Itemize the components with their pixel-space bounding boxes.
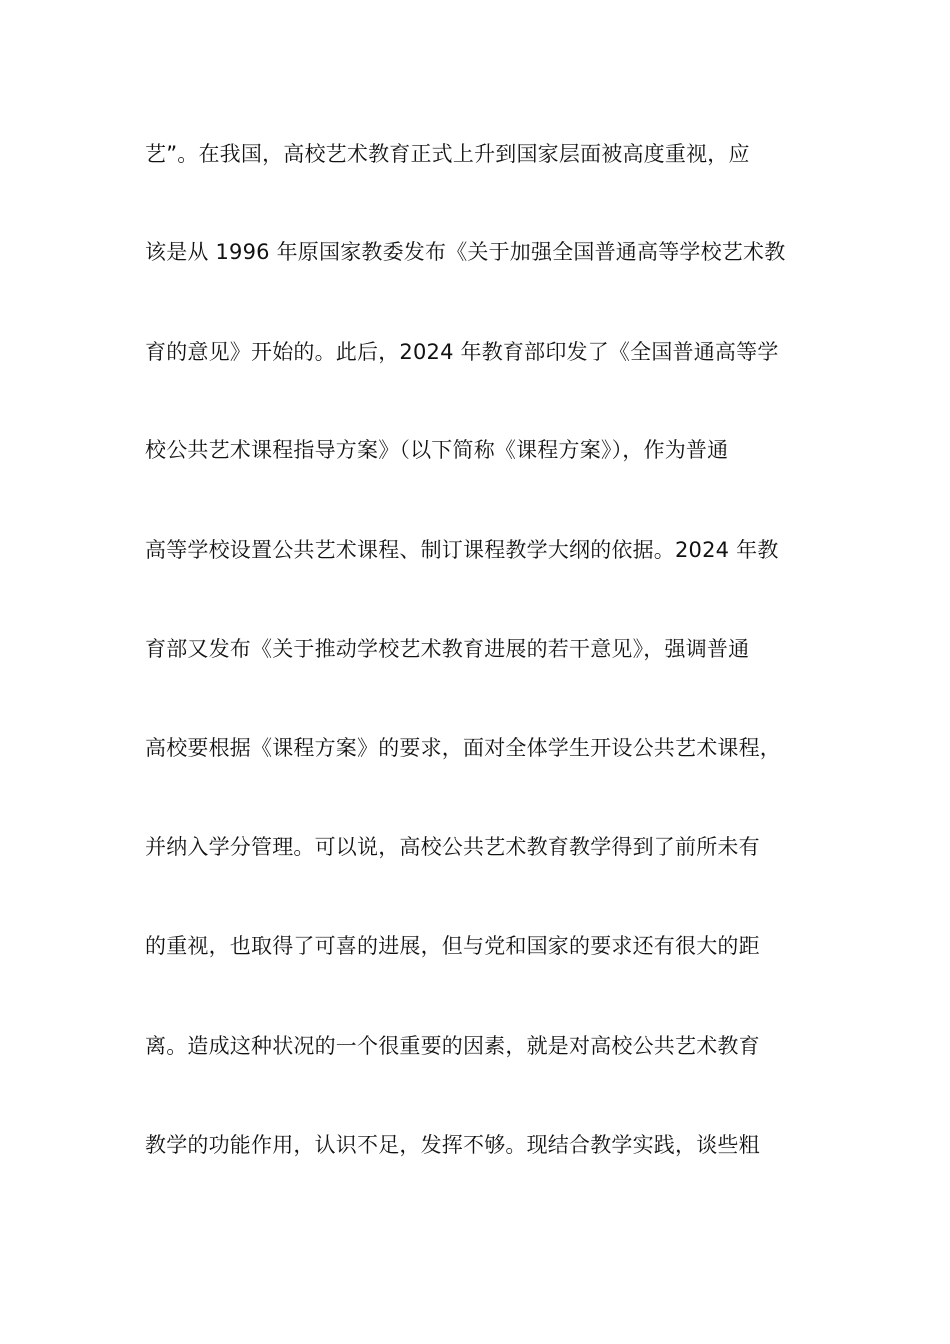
paragraph-line: 并纳入学分管理。可以说，高校公共艺术教育教学得到了前所未有 — [145, 835, 760, 859]
paragraph-line: 育的意见》开始的。此后，2024 年教育部印发了《全国普通高等学 — [145, 340, 779, 364]
paragraph-line: 育部又发布《关于推动学校艺术教育进展的若干意见》，强调普通 — [145, 637, 750, 661]
paragraph-line: 该是从 1996 年原国家教委发布《关于加强全国普通高等学校艺术教 — [145, 240, 786, 264]
paragraph-line: 艺”。在我国，高校艺术教育正式上升到国家层面被高度重视，应 — [145, 142, 750, 166]
paragraph-line: 离。造成这种状况的一个很重要的因素，就是对高校公共艺术教育 — [145, 1034, 760, 1058]
paragraph-line: 的重视，也取得了可喜的进展，但与党和国家的要求还有很大的距 — [145, 934, 760, 958]
paragraph-line: 校公共艺术课程指导方案》（以下简称《课程方案》），作为普通 — [145, 438, 729, 462]
paragraph-line: 高校要根据《课程方案》的要求，面对全体学生开设公共艺术课程， — [145, 736, 781, 760]
paragraph-line: 高等学校设置公共艺术课程、制订课程教学大纲的依据。2024 年教 — [145, 538, 779, 562]
paragraph-line: 教学的功能作用，认识不足，发挥不够。现结合教学实践，谈些粗 — [145, 1133, 760, 1157]
